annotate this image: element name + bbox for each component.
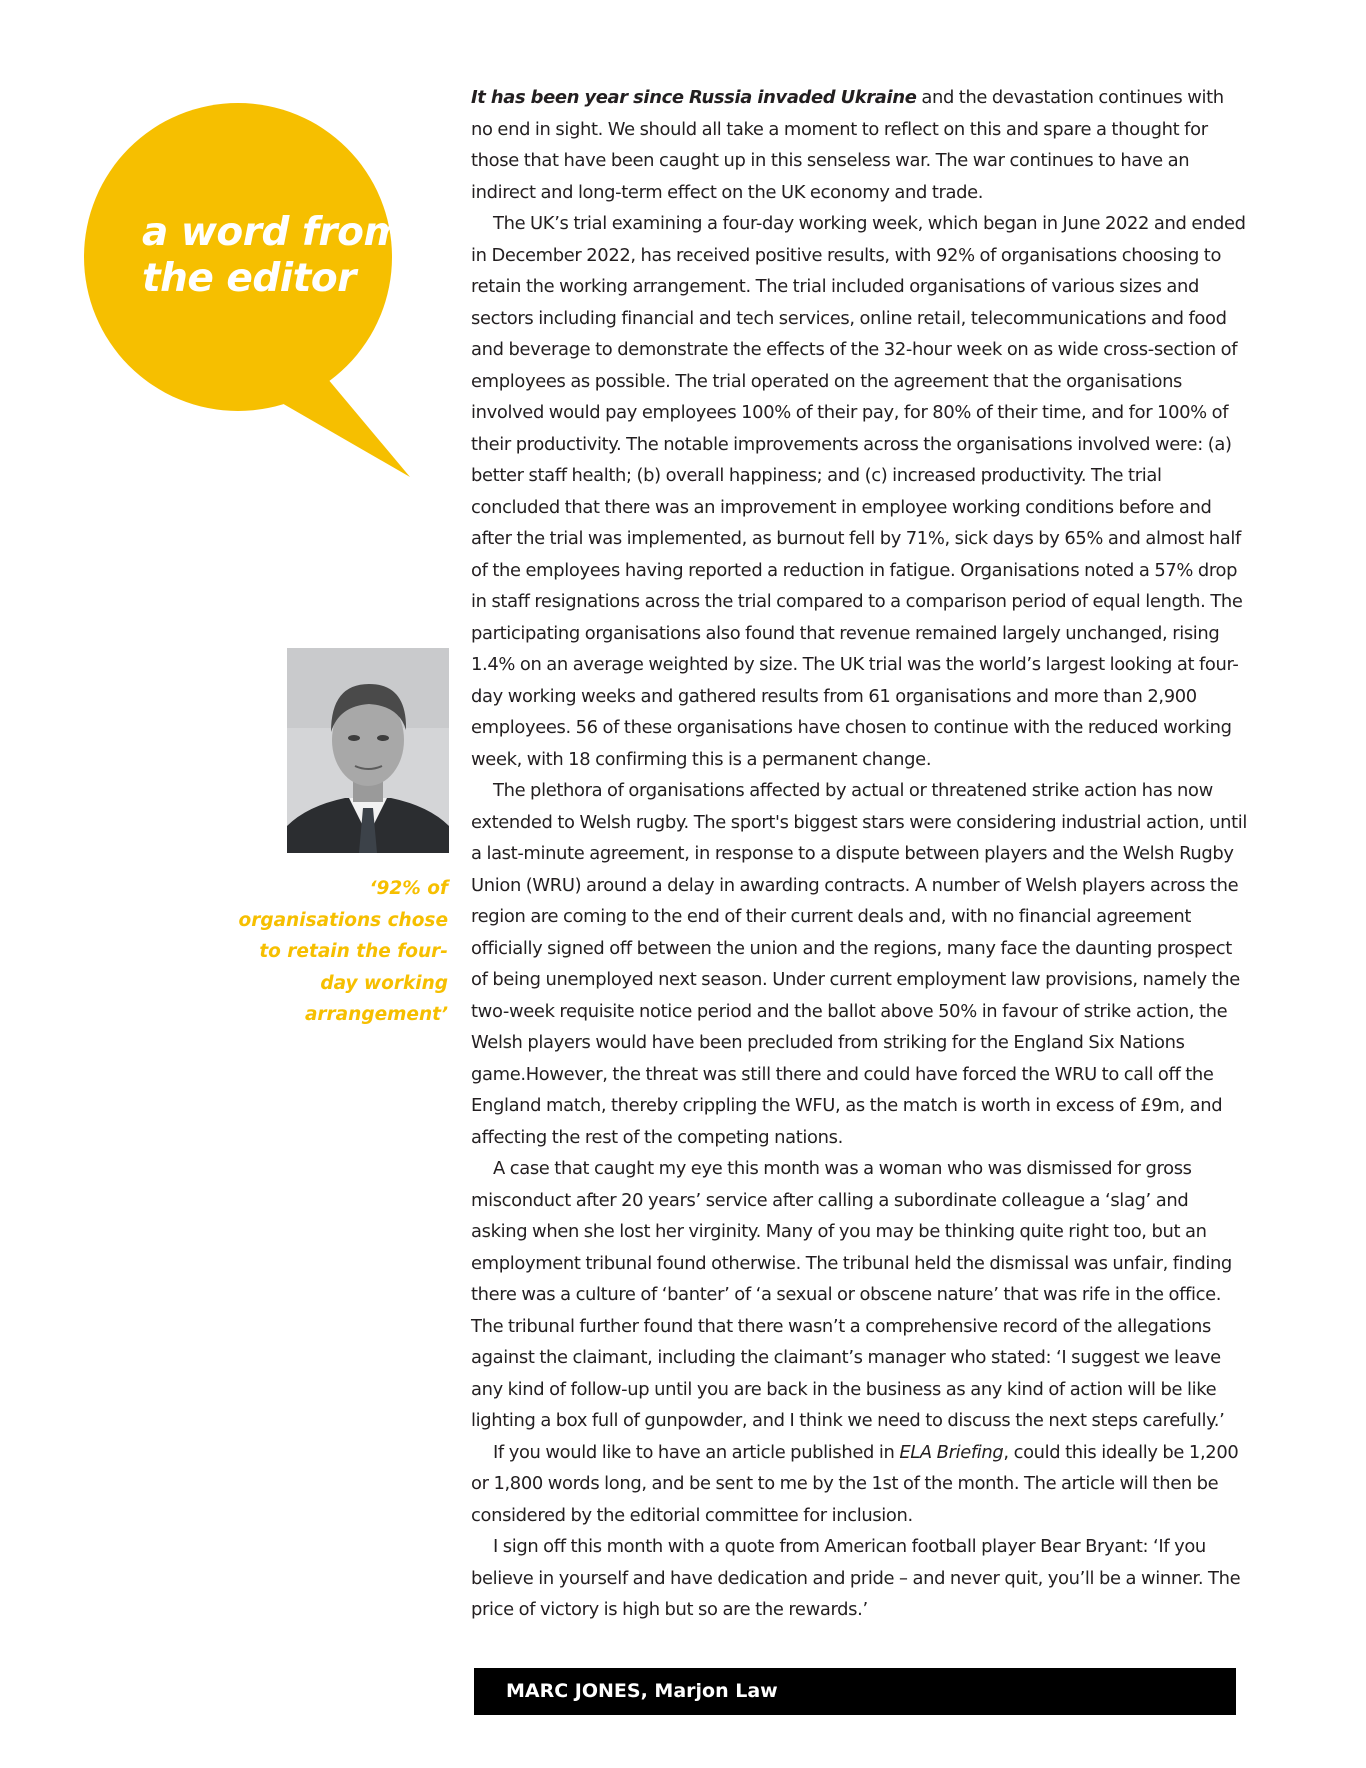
section-title: a word from the editor	[142, 210, 404, 301]
article-paragraph: A case that caught my eye this month was a woman who was dismissed for gross misconduct after 20 years’ service after calling a subordinate colleague a ‘slag’ and asking when she lost her virginity. Many of you may be thinking quite right too, but an employment tribunal found otherwise. The tribunal held the dismissal was unfair, finding there was a culture of ‘banter’ of ‘a sexual or obscene nature’ that was rife in the office. The tribunal further found that there wasn’t a comprehensive record of the allegations against the claimant, including the claimant’s manager who stated: ‘I suggest we leave any kind of follow-up until you are back in the business as any kind of action will be like lighting a box full of gunpowder, and I think we need to discuss the next steps carefully.’	[471, 1158, 1232, 1431]
editorial-article	[471, 82, 1248, 1626]
publication-name: ELA Briefing	[899, 1441, 1004, 1463]
article-paragraph	[471, 82, 1248, 208]
article-text: If you would like to have an article published in	[493, 1441, 900, 1463]
article-paragraph: The plethora of organisations affected by actual or threatened strike action has now extended to Welsh rugby. The sport's biggest stars were considering industrial action, until a last-minute agreement, in response to a dispute between players and the Welsh Rugby Union (WRU) around a delay in awarding contracts. A number of Welsh players across the region are coming to the end of their current deals and, with no financial agreement officially signed off between the union and the regions, many face the daunting prospect of being unemployed next season. Under current employment law provisions, namely the two-week requisite notice period and the ballot above 50% in favour of strike action, the Welsh players would have been precluded from striking for the England Six Nations game.However, the threat was still there and could have forced the WRU to call off the England match, thereby crippling the WFU, as the match is worth in excess of £9m, and affecting the rest of the competing nations.	[471, 780, 1248, 1148]
article-paragraph: I sign off this month with a quote from American football player Bear Bryant: ‘If you believe in yourself and have dedication and pride – and never quit, you’ll be a winner. The price of victory is high but so are the rewards.’	[471, 1536, 1241, 1620]
article-paragraph: The UK’s trial examining a four-day working week, which began in June 2022 and ended in December 2022, has received positive results, with 92% of organisations choosing to retain the working arrangement. The trial included organisations of various sizes and sectors including financial and tech services, online retail, telecommunications and food and beverage to demonstrate the effects of the 32-hour week on as wide cross-section of employees as possible. The trial operated on the agreement that the organisations involved would pay employees 100% of their pay, for 80% of their time, and for 100% of their productivity. The notable improvements across the organisations involved were: (a) better staff health; (b) overall happiness; and (c) increased productivity. The trial concluded that there was an improvement in employee working conditions before and after the trial was implemented, as burnout fell by 71%, sick days by 65% and almost half of the employees having reported a reduction in fatigue. Organisations noted a 57% drop in staff resignations across the trial compared to a comparison period of equal length. The participating organisations also found that revenue remained largely unchanged, rising 1.4% on an average weighted by size. The UK trial was the world’s largest looking at four-day working weeks and gathered results from 61 organisations and more than 2,900 employees. 56 of these organisations have chosen to continue with the reduced working week, with 18 confirming this is a permanent change.	[471, 213, 1246, 770]
pull-quote: ‘92% of organisations chose to retain the four-day working arrangement’	[238, 878, 448, 1025]
editor-portrait-icon	[287, 648, 449, 853]
article-paragraph	[471, 1437, 1248, 1532]
article-text: , could this ideally be 1,200 or 1,800 words long, and be sent to me by the 1st of the month. The article will then be considered by the editorial committee for inclusion.	[471, 1441, 1239, 1526]
author-signoff-bar	[474, 1668, 1236, 1715]
editor-speech-bubble	[84, 92, 416, 478]
article-lead: It has been year since Russia invaded Ukraine	[471, 87, 917, 108]
article-text: and the devastation continues with no end in sight. We should all take a moment to reflect on this and spare a thought for those that have been caught up in this senseless war. The war continues to have an indirect and long-term effect on the UK economy and trade.	[471, 87, 1224, 203]
author-name: MARC JONES, Marjon Law	[506, 1680, 778, 1702]
